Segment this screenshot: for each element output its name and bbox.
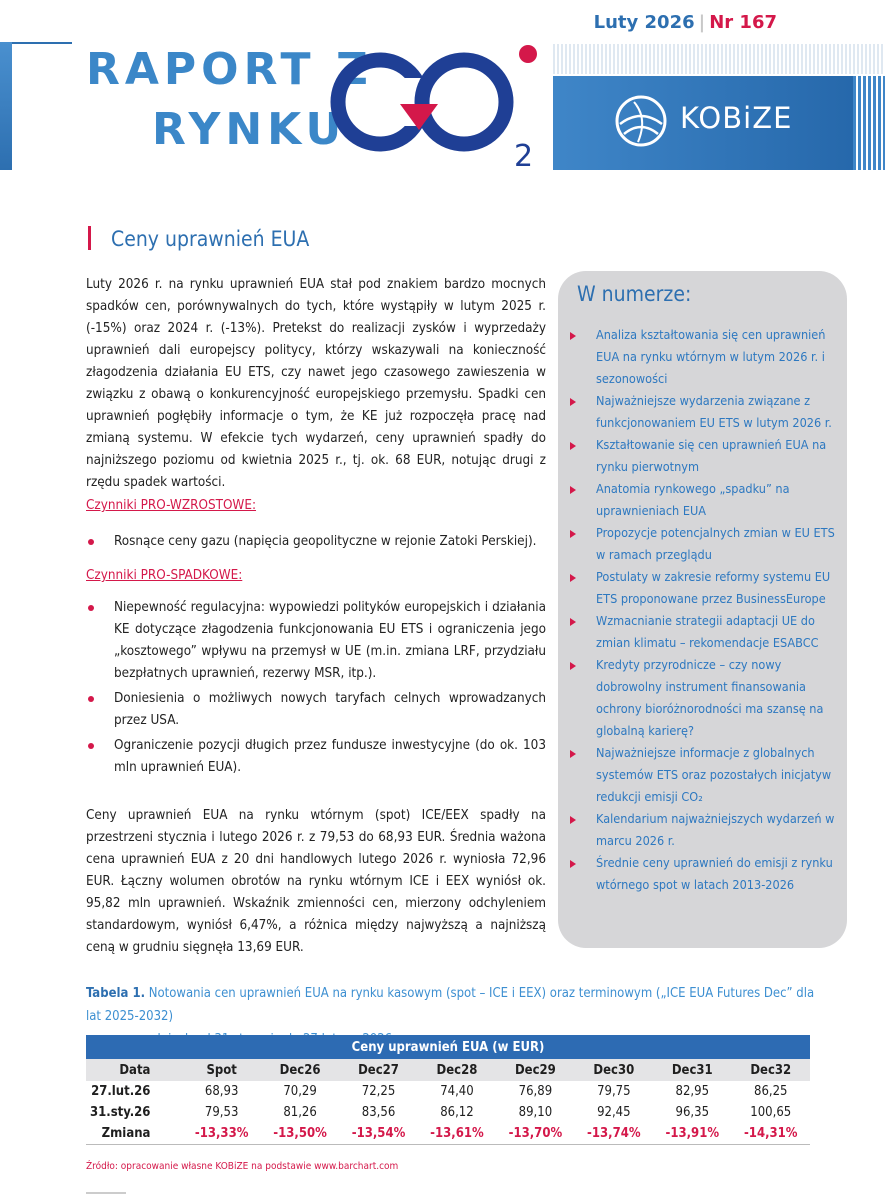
table-cell: 68,93 — [204, 1084, 239, 1099]
table-row-change — [86, 1123, 810, 1144]
table-cell: -14,31% — [743, 1125, 798, 1141]
table-caption-label: Tabela 1. — [86, 986, 146, 1001]
table-cell: -13,91% — [665, 1125, 720, 1141]
table-cell: 79,75 — [597, 1084, 631, 1099]
table-cell: 82,95 — [675, 1084, 710, 1099]
contents-item[interactable]: Analiza kształtowania się cen uprawnień EUA na rynku wtórnym w lutym 2026 r. i sezonowości — [568, 324, 836, 390]
factors-up-list — [86, 531, 546, 553]
table-cell: 92,45 — [597, 1105, 631, 1120]
contents-list — [568, 324, 836, 896]
table-cell: -13,50% — [273, 1125, 327, 1141]
table-cell: -13,33% — [194, 1125, 249, 1141]
table-cell: 74,40 — [440, 1084, 474, 1099]
table-cell: 31.sty.26 — [90, 1105, 151, 1120]
table-cell: 96,35 — [675, 1105, 710, 1120]
list-item: Doniesienia o możliwych nowych taryfach celnych wprowadzanych przez USA. — [86, 688, 546, 732]
list-item: Ograniczenie pozycji długich przez fundusze inwestycyjne (do ok. 103 mln uprawnień EUA). — [86, 735, 546, 779]
header-top-line — [12, 42, 72, 44]
table-cell: 27.lut.26 — [91, 1084, 151, 1099]
table-header: Ceny uprawnień EUA (w EUR) — [86, 1035, 810, 1059]
column-header: Dec27 — [339, 1059, 417, 1081]
header-stripes — [553, 44, 885, 74]
factors-up-heading: Czynniki PRO-WZROSTOWE: — [86, 498, 257, 513]
report-title-line2: RYNKU — [152, 104, 347, 155]
table-cell: -13,54% — [351, 1125, 406, 1141]
contents-item[interactable]: Postulaty w zakresie reformy systemu EU ETS proponowane przez BusinessEurope — [568, 566, 836, 610]
factors-down-heading: Czynniki PRO-SPADKOWE: — [86, 568, 243, 583]
table-cell: -13,61% — [430, 1125, 484, 1141]
header-left-stripe — [0, 42, 12, 170]
contents-item[interactable]: Kredyty przyrodnicze – czy nowy dobrowolny instrument finansowania ochrony bioróżnorodności ma szansę na globalną karierę? — [568, 654, 836, 742]
column-header: Dec32 — [732, 1059, 811, 1081]
table-cell: 86,25 — [754, 1084, 788, 1099]
table-source: Źródło: opracowanie własne KOBiZE na podstawie www.barchart.com — [86, 1161, 399, 1172]
list-item: Niepewność regulacyjna: wypowiedzi polityków europejskich i działania KE dotyczące złagodzenia funkcjonowania EU ETS i ograniczenia jego „kosztowego” wpływu na przemysł w UE (m.in. zmiana LRF, przydziału bezpłatnych uprawnień, rezerwy MSR, itp.). — [86, 597, 546, 685]
table-cell: 76,89 — [518, 1084, 553, 1099]
co2-logo-icon — [328, 40, 548, 170]
table-cell: 81,26 — [283, 1105, 317, 1120]
eua-price-table — [86, 1035, 810, 1145]
table-cell: 70,29 — [283, 1084, 317, 1099]
contents-title: W numerze: — [577, 282, 692, 306]
table-cell: 79,53 — [204, 1105, 239, 1120]
section-title-text: Ceny uprawnień EUA — [111, 227, 310, 251]
second-paragraph: Ceny uprawnień EUA na rynku wtórnym (spot) ICE/EEX spadły na przestrzeni stycznia i lutego 2026 r. z 79,53 do 68,93 EUR. Średnia ważona cena uprawnień EUA z 20 dni handlowych lutego 2026 r. wyniosła 72,96 EUR. Łączny wolumen obrotów na rynku wtórnym ICE i EEX wyniósł ok. 95,82 mln uprawnień. Wskaźnik zmienności cen, mierzony odchyleniem standardowym, wyniósł 6,47%, a różnica między najwyższą a najniższą ceną w grudniu sięgnęła 13,69 EUR. — [86, 808, 546, 955]
table-cell: 86,12 — [440, 1105, 474, 1120]
table-column-headers — [86, 1059, 810, 1081]
table-row — [86, 1102, 810, 1123]
contents-item[interactable]: Wzmacnianie strategii adaptacji UE do zmian klimatu – rekomendacje ESABCC — [568, 610, 836, 654]
column-header: Dec30 — [575, 1059, 653, 1081]
column-header: Spot — [182, 1059, 260, 1081]
contents-item[interactable]: Propozycje potencjalnych zmian w EU ETS w ramach przeglądu — [568, 522, 836, 566]
table-cell: Zmiana — [101, 1125, 151, 1141]
footer-divider — [86, 1192, 126, 1194]
contents-item[interactable]: Anatomia rynkowego „spadku” na uprawnieniach EUA — [568, 478, 836, 522]
contents-item[interactable]: Najważniejsze informacje z globalnych systemów ETS oraz pozostałych inicjatyw redukcji emisji CO₂ — [568, 742, 836, 808]
contents-item[interactable]: Najważniejsze wydarzenia związane z funkcjonowaniem EU ETS w lutym 2026 r. — [568, 390, 836, 434]
intro-paragraph: Luty 2026 r. na rynku uprawnień EUA stał pod znakiem bardzo mocnych spadków cen, porównywalnych do tych, które wystąpiły w lutym 2025 r. (-15%) oraz 2024 r. (-13%). Pretekst do realizacji zysków i wyprzedaży uprawnień dali europejscy politycy, którzy wskazywali na konieczność złagodzenia działania EU ETS, czy nawet jego czasowego zawieszenia w związku z obawą o konkurencyjność europejskiego przemysłu. Spadki cen uprawnień pogłębiły informacje o tym, że KE już rozpoczęła pracę nad zmianą systemu. W efekcie tych wydarzeń, ceny uprawnień spadły do najniższego poziomu od kwietnia 2025 r., tj. ok. 68 EUR, notując drugi z rzędu spadek wartości. — [86, 277, 546, 490]
column-header: Dec28 — [418, 1059, 496, 1081]
table-caption-text: Notowania cen uprawnień EUA na rynku kasowym (spot – ICE i EEX) oraz terminowym („ICE EUA Futures Dec” dla lat 2025-2032) — [86, 986, 815, 1024]
issue-number: Nr 167 — [709, 12, 777, 33]
list-item: Rosnące ceny gazu (napięcia geopolityczne w rejonie Zatoki Perskiej). — [86, 531, 546, 553]
contents-item[interactable]: Kalendarium najważniejszych wydarzeń w marcu 2026 r. — [568, 808, 836, 852]
column-header: Dec29 — [496, 1059, 574, 1081]
table-cell: -13,70% — [508, 1125, 563, 1141]
report-title-line1: RAPORT Z — [86, 44, 373, 95]
table-cell: 100,65 — [750, 1105, 792, 1120]
factors-down-list — [86, 597, 546, 782]
contents-item[interactable]: Kształtowanie się cen uprawnień EUA na rynku pierwotnym — [568, 434, 836, 478]
issue-info: Luty 2026 | Nr 167 — [593, 12, 777, 33]
column-header: Dec31 — [653, 1059, 731, 1081]
contents-item[interactable]: Średnie ceny uprawnień do emisji z rynku wtórnego spot w latach 2013-2026 — [568, 852, 836, 896]
brand-name: KOBiZE — [680, 101, 793, 135]
section-title-bar — [88, 226, 91, 250]
table-cell: 89,10 — [518, 1105, 553, 1120]
column-header: Dec26 — [261, 1059, 339, 1081]
kobize-globe-icon — [614, 94, 668, 148]
section-title — [88, 226, 309, 251]
table-cell: -13,74% — [587, 1125, 641, 1141]
table-row — [86, 1081, 810, 1102]
table-cell: 83,56 — [361, 1105, 396, 1120]
co2-subscript: 2 — [514, 139, 534, 170]
issue-month: Luty 2026 — [593, 12, 695, 33]
column-header: Data — [86, 1059, 182, 1081]
table-cell: 72,25 — [361, 1084, 396, 1099]
brand-panel-stripes — [853, 76, 885, 170]
